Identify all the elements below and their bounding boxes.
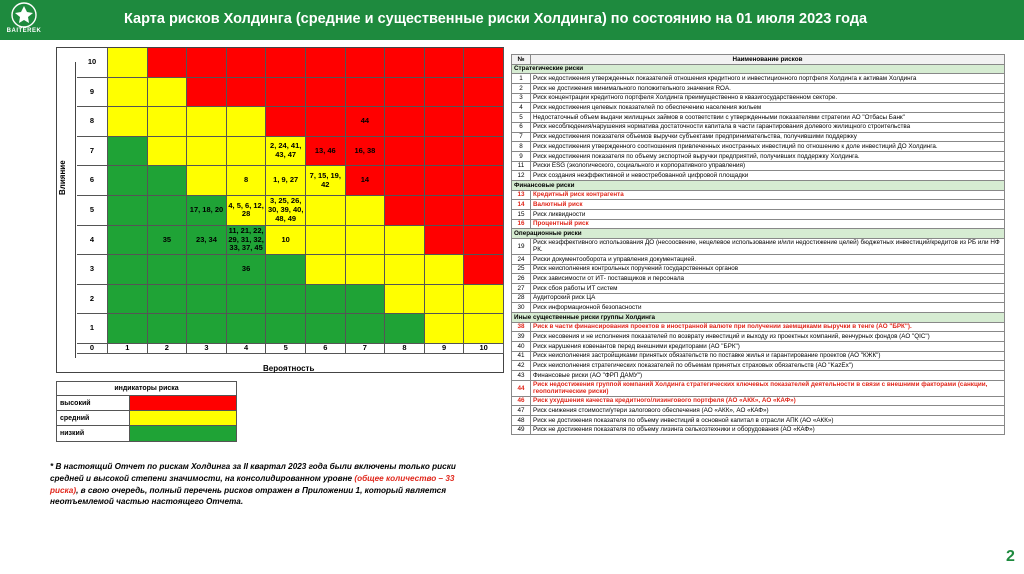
- risk-map-cell: [464, 107, 504, 137]
- table-section-row: [512, 229, 1005, 239]
- risk-map-cell: [425, 196, 465, 226]
- y-tick-label: 9: [77, 78, 108, 108]
- risk-map-cell: [385, 78, 425, 108]
- risk-map-cell: [425, 107, 465, 137]
- risk-name: Риск снижения стоимости/утери залогового обеспечения (АО «АКК», АО «КАФ»): [531, 406, 1005, 416]
- risk-map-cell: [346, 314, 386, 344]
- risk-number: 7: [512, 132, 531, 142]
- table-row: [512, 322, 1005, 332]
- risk-map-cell: [346, 285, 386, 315]
- risk-map-cell: [464, 226, 504, 256]
- table-row: [512, 342, 1005, 352]
- risk-map-cell: [227, 107, 267, 137]
- section-title: Иные существенные риски группы Холдинга: [512, 313, 1005, 323]
- risk-number: 15: [512, 210, 531, 220]
- risk-name: Риск создания неэффективной и невостребованной цифровой площадки: [531, 171, 1005, 181]
- table-header-row: [512, 55, 1005, 65]
- risk-number: 12: [512, 171, 531, 181]
- risk-map-cell: [187, 48, 227, 78]
- risk-map-cell: [385, 166, 425, 196]
- baiterek-logo: [4, 2, 44, 38]
- table-row: [512, 122, 1005, 132]
- risk-map-cell: [425, 226, 465, 256]
- x-tick-label: 3: [187, 344, 227, 354]
- risk-name: Риск неисполнения контрольных поручений государственных органов: [531, 264, 1005, 274]
- risk-map-cell: [148, 255, 188, 285]
- table-row: [512, 396, 1005, 406]
- risk-name: Риск концентрации кредитного портфеля Холдинга преимущественно в квазигосударственном секторе.: [531, 93, 1005, 103]
- legend-row-medium: [57, 411, 236, 426]
- risk-name: Недостаточный объем выдачи жилищных займов в соответствии с утвержденными показателями стратегии АО "Отбасы Банк": [531, 113, 1005, 123]
- risk-number: 40: [512, 342, 531, 352]
- legend-swatch-yellow: [130, 411, 236, 425]
- risk-map-cell: 4, 5, 6, 12, 28: [227, 196, 267, 226]
- footnote-highlight: (общее количество – 33 риска): [50, 473, 455, 495]
- risk-name: Аудиторский риск ЦА: [531, 293, 1005, 303]
- risk-name: Риск несоблюдения/нарушения норматива достаточности капитала в части гарантирования долевого жилищного строительства: [531, 122, 1005, 132]
- risk-number: 41: [512, 351, 531, 361]
- table-row: [512, 406, 1005, 416]
- table-row: [512, 361, 1005, 371]
- risk-legend: [56, 381, 237, 442]
- risk-name: Риск неисполнения застройщиками принятых обязательств по поставке жилья и гарантирование проектов (АО "КЖК"): [531, 351, 1005, 361]
- risk-name: Риск недостижения целевых показателей по обеспечению населения жильем: [531, 103, 1005, 113]
- risk-map-cell: [385, 226, 425, 256]
- risk-number: 38: [512, 322, 531, 332]
- risk-map-cell: [385, 137, 425, 167]
- risk-map-cell: [148, 166, 188, 196]
- risk-map-cell: 11, 21, 22, 29, 31, 32, 33, 37, 45: [227, 226, 267, 256]
- risk-number: 1: [512, 74, 531, 84]
- risk-number: 14: [512, 200, 531, 210]
- risk-map-cell: [464, 255, 504, 285]
- risk-map-cell: [266, 314, 306, 344]
- y-tick-label: 5: [77, 196, 108, 226]
- section-title: Стратегические риски: [512, 64, 1005, 74]
- risk-number: 5: [512, 113, 531, 123]
- risk-map-cell: [346, 255, 386, 285]
- risk-map-cell: [108, 107, 148, 137]
- x-tick-label: 8: [385, 344, 425, 354]
- risk-map-cell: [187, 314, 227, 344]
- table-row: [512, 219, 1005, 229]
- risk-map-cell: [187, 107, 227, 137]
- risk-number: 39: [512, 332, 531, 342]
- risk-map-cell: [266, 255, 306, 285]
- risk-name: Риск ухудшения качества кредитного/лизингового портфеля (АО «АКК», АО «КАФ»): [531, 396, 1005, 406]
- risk-name: Риск не достижения показателя по объему инвестиций в основной капитал в отрасли АПК (АО «АКК»): [531, 416, 1005, 426]
- risk-number: 28: [512, 293, 531, 303]
- risk-map-cell: [227, 48, 267, 78]
- legend-label: высокий: [57, 396, 130, 410]
- table-row: [512, 161, 1005, 171]
- y-tick-label: 6: [77, 166, 108, 196]
- risk-map-cell: 23, 34: [187, 226, 227, 256]
- risk-map-cell: [385, 314, 425, 344]
- risk-map-cell: 13, 46: [306, 137, 346, 167]
- risk-map-cell: [148, 314, 188, 344]
- risk-number: 2: [512, 84, 531, 94]
- risk-number: 19: [512, 239, 531, 255]
- risk-map-cell: [464, 78, 504, 108]
- risk-map-cell: [306, 285, 346, 315]
- risk-name: Кредитный риск контрагента: [531, 190, 1005, 200]
- risk-map-cell: [227, 285, 267, 315]
- y-tick-label: 1: [77, 314, 108, 344]
- risk-number: 30: [512, 303, 531, 313]
- x-tick-label: 0: [77, 344, 108, 354]
- risk-name: Процентный риск: [531, 219, 1005, 229]
- table-row: [512, 264, 1005, 274]
- table-row: [512, 142, 1005, 152]
- risk-map-cell: 2, 24, 41, 43, 47: [266, 137, 306, 167]
- risk-map-cell: [425, 314, 465, 344]
- risk-map-cell: [464, 166, 504, 196]
- legend-row-high: [57, 396, 236, 411]
- x-tick-label: 1: [108, 344, 148, 354]
- y-tick-label: 4: [77, 226, 108, 256]
- table-section-row: [512, 64, 1005, 74]
- risk-map-cell: [425, 255, 465, 285]
- y-tick-label: 7: [77, 137, 108, 167]
- risk-number: 11: [512, 161, 531, 171]
- legend-label: низкий: [57, 426, 130, 441]
- table-row: [512, 190, 1005, 200]
- risk-map-cell: 44: [346, 107, 386, 137]
- logo-text: BAITEREK: [6, 28, 42, 34]
- risk-map-cell: [148, 107, 188, 137]
- risk-map-cell: [266, 107, 306, 137]
- y-tick-label: 3: [77, 255, 108, 285]
- risk-number: 6: [512, 122, 531, 132]
- legend-title: индикаторы риска: [57, 382, 236, 396]
- legend-row-low: [57, 426, 236, 441]
- risk-map-cell: [346, 78, 386, 108]
- risk-map-cell: 17, 18, 20: [187, 196, 227, 226]
- risk-map-cell: [148, 48, 188, 78]
- risk-map-cell: [306, 107, 346, 137]
- risk-map-cell: [148, 285, 188, 315]
- risk-map-cell: [306, 255, 346, 285]
- risk-map-cell: [464, 48, 504, 78]
- risk-map-cell: 3, 25, 26, 30, 39, 40, 48, 49: [266, 196, 306, 226]
- risk-number: 13: [512, 190, 531, 200]
- risk-name: Риск несовения и не исполнения показателей по возврату инвестиций и выходу из проектных компаний, венчурных фондов (АО "QIC"): [531, 332, 1005, 342]
- risk-number: 25: [512, 264, 531, 274]
- table-row: [512, 93, 1005, 103]
- risk-map-cell: [306, 48, 346, 78]
- table-row: [512, 283, 1005, 293]
- risk-number: 26: [512, 274, 531, 284]
- y-tick-label: 10: [77, 48, 108, 78]
- risk-name: Риски документооборота и управления документацией.: [531, 254, 1005, 264]
- risk-map-cell: [108, 137, 148, 167]
- table-row: [512, 239, 1005, 255]
- risk-name: Риск неисполнения стратегических показателей по объемам принятых страховых обязательств (АО "KazEx"): [531, 361, 1005, 371]
- risk-name: Риски ESG (экологического, социального и корпоративного управления): [531, 161, 1005, 171]
- risk-map-cell: 7, 15, 19, 42: [306, 166, 346, 196]
- risk-map-cell: [148, 78, 188, 108]
- risk-map-cell: [464, 285, 504, 315]
- risk-map-cell: [108, 48, 148, 78]
- risk-map-cell: [108, 78, 148, 108]
- risk-name: Риск сбоя работы ИТ систем: [531, 283, 1005, 293]
- risk-number: 42: [512, 361, 531, 371]
- risk-map-cell: 8: [227, 166, 267, 196]
- x-tick-label: 6: [306, 344, 346, 354]
- table-section-row: [512, 180, 1005, 190]
- risk-map-cell: [266, 78, 306, 108]
- risk-map-cell: [108, 314, 148, 344]
- table-row: [512, 132, 1005, 142]
- column-header-num: №: [512, 55, 531, 65]
- risk-name: Валютный риск: [531, 200, 1005, 210]
- risk-name: Риск ликвидности: [531, 210, 1005, 220]
- table-row: [512, 351, 1005, 361]
- baiterek-emblem-icon: [11, 2, 37, 28]
- legend-label: средний: [57, 411, 130, 425]
- table-row: [512, 171, 1005, 181]
- risk-map-cell: 16, 38: [346, 137, 386, 167]
- x-tick-label: 4: [227, 344, 267, 354]
- table-row: [512, 74, 1005, 84]
- risk-name: Риск нарушения ковенантов перед внешними кредиторами (АО "БРК"): [531, 342, 1005, 352]
- page-number: 2: [1006, 548, 1015, 565]
- risk-map-cell: [385, 48, 425, 78]
- risk-name: Риск недостижения показателя объемов выручки субъектами предпринимательства, получившими поддержку: [531, 132, 1005, 142]
- table-row: [512, 254, 1005, 264]
- table-row: [512, 293, 1005, 303]
- risk-map-cell: [108, 226, 148, 256]
- risk-name: Риск недостижения утвержденного соотношения привлеченных иностранных инвестиций по отношению к доле инвестиций ДО Холдинга.: [531, 142, 1005, 152]
- table-row: [512, 380, 1005, 396]
- risk-map-cell: [306, 314, 346, 344]
- risk-map-cell: 14: [346, 166, 386, 196]
- risk-name: Риск в части финансирования проектов в иностранной валюте при получении заемщиками выручки в тенге (АО "БРК").: [531, 322, 1005, 332]
- risk-name: Риск недостижения утвержденных показателей отношения кредитного и инвестиционного портфеля Холдинга к активам Холдинга: [531, 74, 1005, 84]
- risk-map-cell: 10: [266, 226, 306, 256]
- risk-map-cell: [148, 137, 188, 167]
- risk-number: 44: [512, 380, 531, 396]
- x-tick-label: 5: [266, 344, 306, 354]
- risk-map-cell: [266, 285, 306, 315]
- risk-number: 24: [512, 254, 531, 264]
- risk-number: 47: [512, 406, 531, 416]
- table-row: [512, 371, 1005, 381]
- risk-map-cell: [108, 196, 148, 226]
- x-axis-label: Вероятность: [263, 364, 315, 373]
- risk-name: Риск не достижения показателя по объему лизинга сельхозтехники и оборудования (АО «КАФ»): [531, 425, 1005, 435]
- risk-map-cell: [385, 196, 425, 226]
- risk-map-cell: [385, 285, 425, 315]
- risk-name: Риск недостижения показателя по объему экспортной выручки предприятий, получивших поддержку Холдинга.: [531, 151, 1005, 161]
- risk-map-cell: [425, 166, 465, 196]
- risk-number: 8: [512, 142, 531, 152]
- footnote: [50, 461, 482, 508]
- y-axis-label: Влияние: [58, 160, 67, 195]
- risk-number: 3: [512, 93, 531, 103]
- risk-map-cell: [227, 137, 267, 167]
- risk-map-cell: [464, 196, 504, 226]
- risk-map-cell: [425, 48, 465, 78]
- risk-map-cell: [306, 78, 346, 108]
- risk-name: Риск не достижения минимального положительного значения ROA.: [531, 84, 1005, 94]
- risk-map-cell: [385, 107, 425, 137]
- risk-number: 46: [512, 396, 531, 406]
- table-row: [512, 303, 1005, 313]
- risk-list-table: [511, 54, 1005, 435]
- table-row: [512, 274, 1005, 284]
- risk-map-cell: [346, 196, 386, 226]
- risk-map-cell: [187, 255, 227, 285]
- risk-map-cell: [425, 78, 465, 108]
- risk-number: 48: [512, 416, 531, 426]
- page-title: Карта рисков Холдинга (средние и существенные риски Холдинга) по состоянию на 01 июля 2023 года: [124, 11, 868, 27]
- risk-number: 4: [512, 103, 531, 113]
- risk-number: 27: [512, 283, 531, 293]
- risk-map-cell: [187, 78, 227, 108]
- table-row: [512, 200, 1005, 210]
- risk-map-cell: [108, 166, 148, 196]
- x-tick-label: 9: [425, 344, 465, 354]
- risk-map-cell: [187, 166, 227, 196]
- x-tick-label: 7: [346, 344, 386, 354]
- table-row: [512, 210, 1005, 220]
- table-row: [512, 332, 1005, 342]
- risk-map-cell: [306, 226, 346, 256]
- x-tick-label: 2: [148, 344, 188, 354]
- risk-name: Риск неэффективного использования ДО (несоосвение, нецелевое использование и/или недостижение целей) бюджетных инвестиций/кредитов из РБ или НФ РК.: [531, 239, 1005, 255]
- section-title: Финансовые риски: [512, 180, 1005, 190]
- table-row: [512, 103, 1005, 113]
- risk-name: Риск информационной безопасности: [531, 303, 1005, 313]
- table-section-row: [512, 313, 1005, 323]
- y-tick-label: 2: [77, 285, 108, 315]
- risk-number: 49: [512, 425, 531, 435]
- risk-map: [56, 47, 504, 373]
- risk-map-cell: [108, 255, 148, 285]
- risk-map-cell: [385, 255, 425, 285]
- risk-map-cell: [346, 48, 386, 78]
- risk-name: Риск зависимости от ИТ- поставщиков и персонала: [531, 274, 1005, 284]
- risk-map-cell: [464, 314, 504, 344]
- risk-map-cell: [346, 226, 386, 256]
- risk-map-cell: 36: [227, 255, 267, 285]
- risk-map-cell: [464, 137, 504, 167]
- footnote-text-1: * В настоящий Отчет по рискам Холдинга за II квартал 2023 года были включены только риски средней и высокой степени значимости, на консолидированном уровне: [50, 462, 456, 483]
- table-row: [512, 84, 1005, 94]
- risk-name: Риск недостижения группой компаний Холдинга стратегических ключевых показателей деятельности в связи с внешними факторами (санкции, геополитические риски): [531, 380, 1005, 396]
- risk-number: 16: [512, 219, 531, 229]
- table-row: [512, 113, 1005, 123]
- risk-map-cell: [425, 285, 465, 315]
- risk-name: Финансовые риски (АО "ФРП ДАМУ"): [531, 371, 1005, 381]
- legend-swatch-green: [130, 426, 236, 441]
- column-header-name: Наименование рисков: [531, 55, 1005, 65]
- risk-map-cell: [227, 78, 267, 108]
- x-tick-label: 10: [464, 344, 504, 354]
- table-row: [512, 416, 1005, 426]
- footnote-text-2: , в свою очередь, полный перечень рисков отражен в Приложении 1, который является неотъемлемой частью настоящего Отчета.: [50, 485, 447, 507]
- risk-map-cell: [425, 137, 465, 167]
- risk-map-cell: [187, 137, 227, 167]
- risk-number: 9: [512, 151, 531, 161]
- y-tick-label: 8: [77, 107, 108, 137]
- table-row: [512, 151, 1005, 161]
- risk-map-cell: [266, 48, 306, 78]
- risk-map-cell: [306, 196, 346, 226]
- risk-number: 43: [512, 371, 531, 381]
- risk-map-cell: 35: [148, 226, 188, 256]
- legend-swatch-red: [130, 396, 236, 410]
- risk-map-cell: [187, 285, 227, 315]
- risk-map-cell: [227, 314, 267, 344]
- header-bar: [0, 0, 1024, 40]
- risk-map-cell: [148, 196, 188, 226]
- risk-map-cell: 1, 9, 27: [266, 166, 306, 196]
- section-title: Операционные риски: [512, 229, 1005, 239]
- table-row: [512, 425, 1005, 435]
- risk-map-cell: [108, 285, 148, 315]
